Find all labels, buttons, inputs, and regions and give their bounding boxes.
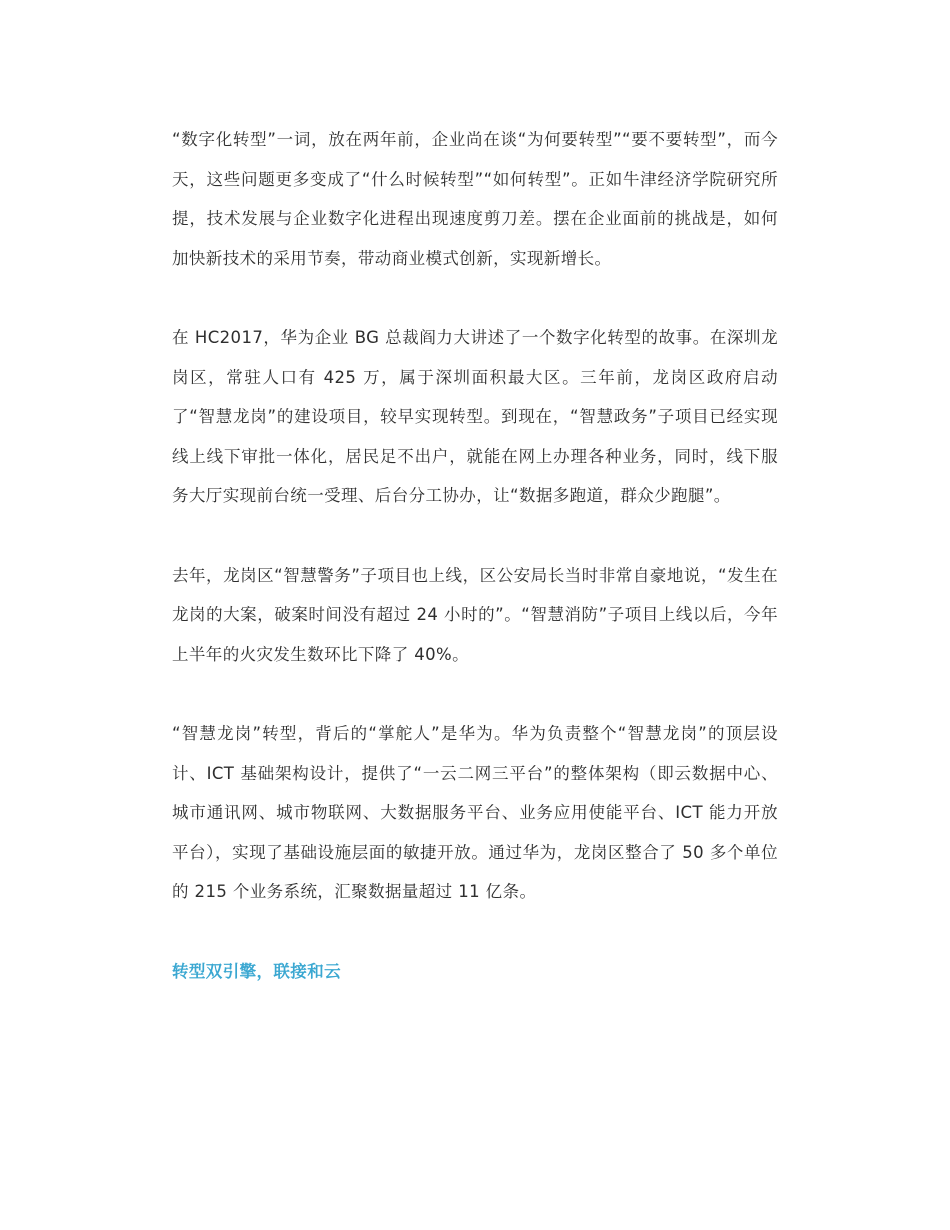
paragraph-hc2017-longgang-story: 在 HC2017，华为企业 BG 总裁阎力大讲述了一个数字化转型的故事。在深圳龙岗区，常驻人口有 425 万，属于深圳面积最大区。三年前，龙岗区政府启动了“智慧龙岗”的建设项目，较早实现转型。到现在，“智慧政务”子项目已经实现线上线下审批一体化，居民足不出户，就能在网上办理各种业务，同时，线下服务大厅实现前台统一受理、后台分工协办，让“数据多跑道，群众少跑腿”。 (172, 328, 778, 505)
paragraph-huawei-architecture: “智慧龙岗”转型，背后的“掌舵人”是华为。华为负责整个“智慧龙岗”的顶层设计、ICT 基础架构设计，提供了“一云二网三平台”的整体架构（即云数据中心、城市通讯网、城市物联网、大数据服务平台、业务应用使能平台、ICT 能力开放平台），实现了基础设施层面的敏捷开放。通过华为，龙岗区整合了 50 多个单位的 215 个业务系统，汇聚数据量超过 11 亿条。 (172, 724, 778, 901)
paragraph-digital-transformation-intro: “数字化转型”一词，放在两年前，企业尚在谈“为何要转型”“要不要转型”，而今天，这些问题更多变成了“什么时候转型”“如何转型”。正如牛津经济学院研究所提，技术发展与企业数字化进程出现速度剪刀差。摆在企业面前的挑战是，如何加快新技术的采用节奏，带动商业模式创新，实现新增长。 (172, 130, 778, 268)
section-heading: 转型双引擎，联接和云 (172, 961, 341, 981)
article-body (172, 120, 778, 991)
paragraph-smart-police-fire: 去年，龙岗区“智慧警务”子项目也上线，区公安局长当时非常自豪地说，“发生在龙岗的大案，破案时间没有超过 24 小时的”。“智慧消防”子项目上线以后，今年上半年的火灾发生数环比下降了 40%。 (172, 565, 778, 664)
